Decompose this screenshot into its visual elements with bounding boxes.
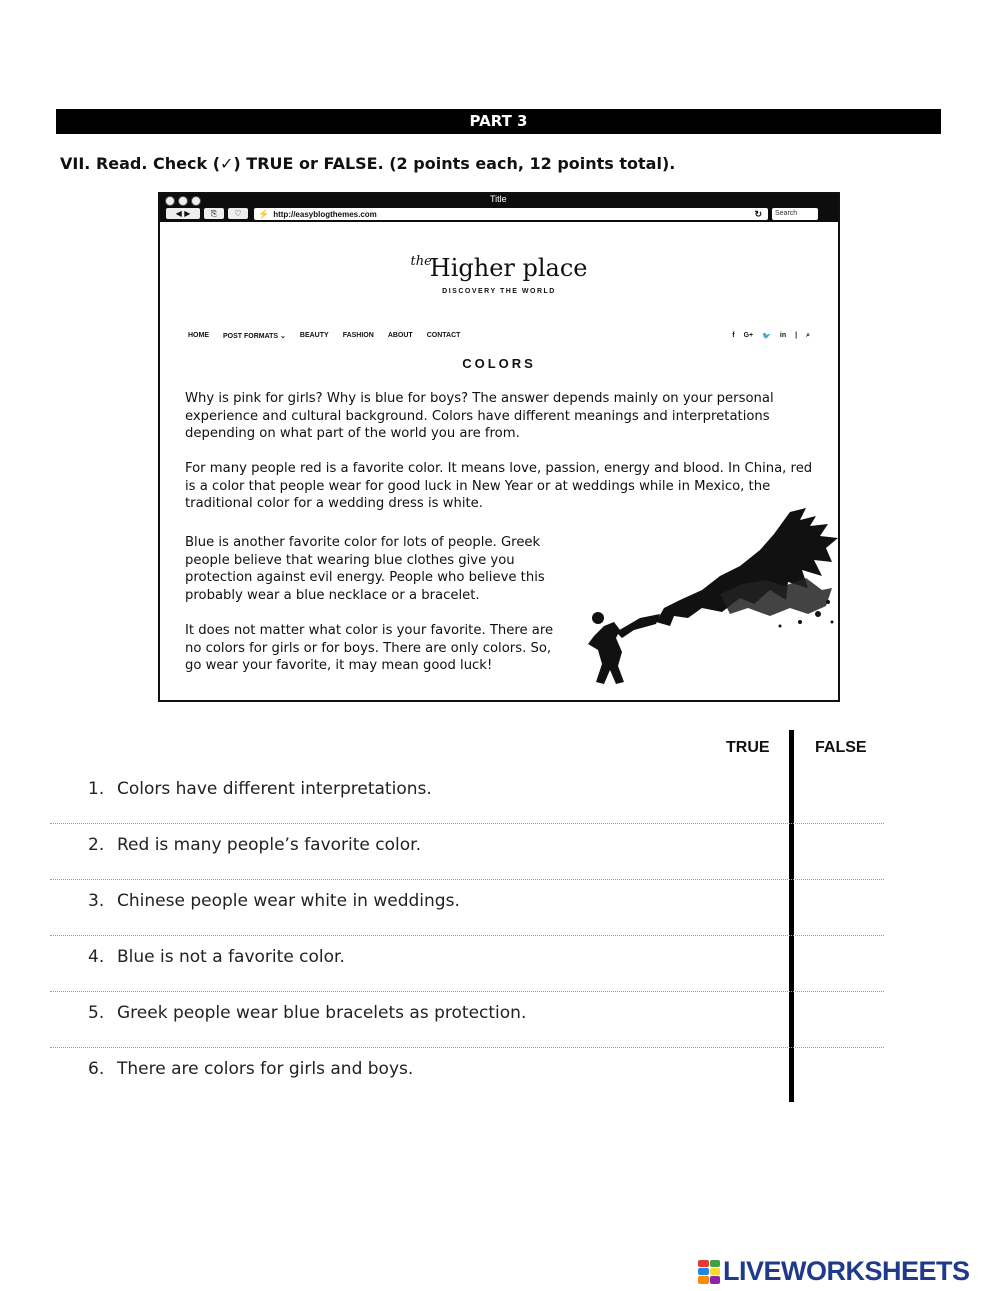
statement-number: 6. (88, 1059, 105, 1079)
bookmark-icon: ♡ (228, 208, 248, 219)
site-icon: ⚡ (258, 209, 270, 219)
browser-titlebar (160, 194, 838, 222)
cube-cell (698, 1268, 709, 1275)
part-header-bar: PART 3 (56, 109, 941, 134)
browser-search-box: Search (772, 208, 818, 220)
statement-row (50, 767, 884, 824)
statement-row (50, 991, 884, 1048)
exercise-instruction: VII. Read. Check (✓) TRUE or FALSE. (2 points each, 12 points total). (60, 154, 676, 173)
separator: | (795, 332, 798, 339)
statement-number: 4. (88, 947, 105, 967)
url-text: http://easyblogthemes.com (273, 210, 377, 219)
statement-text: There are colors for girls and boys. (117, 1059, 414, 1079)
reading-paragraph: Blue is another favorite color for lots of people. Greek people believe that wearing blue clothes give you protection against evil energy. People who believe this probably wear a blue necklace or a bracelet. (185, 535, 545, 603)
blog-logo-name: Higher place (429, 254, 588, 282)
search-icon: ⌕ (806, 332, 810, 339)
linkedin-icon: in (779, 332, 787, 339)
menu-item: BEAUTY (299, 332, 329, 339)
minimize-dot-icon (178, 196, 188, 206)
true-checkbox-cell[interactable] (730, 941, 790, 981)
window-title: Title (490, 194, 507, 204)
false-checkbox-cell[interactable] (810, 829, 870, 869)
true-checkbox-cell[interactable] (730, 829, 790, 869)
statement-text: Greek people wear blue bracelets as protection. (117, 1003, 527, 1023)
true-checkbox-cell[interactable] (730, 997, 790, 1037)
window-controls (165, 196, 201, 206)
true-checkbox-cell[interactable] (730, 773, 790, 813)
back-forward-icon: ◀ ▶ (166, 208, 200, 219)
share-icon: ⎘ (204, 208, 224, 219)
statement-text: Chinese people wear white in weddings. (117, 891, 460, 911)
false-column-header: FALSE (815, 739, 867, 756)
menu-item: HOME (188, 332, 209, 339)
blog-logo-the: the (410, 254, 432, 269)
statement-number: 3. (88, 891, 105, 911)
false-checkbox-cell[interactable] (810, 941, 870, 981)
statement-number: 1. (88, 779, 105, 799)
statement-row (50, 879, 884, 936)
cube-cell (710, 1276, 721, 1283)
true-checkbox-cell[interactable] (730, 885, 790, 925)
false-checkbox-cell[interactable] (810, 773, 870, 813)
statement-number: 5. (88, 1003, 105, 1023)
address-bar (254, 208, 768, 220)
brand-cube-icon (698, 1260, 720, 1284)
google-plus-icon: G+ (743, 332, 754, 339)
true-column-header: TRUE (726, 739, 770, 756)
close-dot-icon (165, 196, 175, 206)
brand-name: LIVEWORKSHEETS (723, 1256, 970, 1286)
false-checkbox-cell[interactable] (810, 1053, 870, 1093)
blog-tagline: DISCOVERY THE WORLD (442, 288, 556, 295)
true-checkbox-cell[interactable] (730, 1053, 790, 1093)
cube-cell (698, 1276, 709, 1283)
statement-number: 2. (88, 835, 105, 855)
cube-cell (710, 1268, 721, 1275)
statement-text: Red is many people’s favorite color. (117, 835, 421, 855)
reading-paragraph: For many people red is a favorite color. It means love, passion, energy and blood. In China, red is a color that people wear for good luck in New Year or at weddings while in Mexico, the traditional color for a wedding dress is white. (185, 461, 813, 511)
statement-row (50, 1047, 884, 1103)
facebook-icon: f (732, 332, 735, 339)
social-icons (732, 332, 810, 340)
twitter-icon: 🐦 (762, 333, 771, 340)
menu-item: ABOUT (387, 332, 413, 339)
reading-paragraph: Why is pink for girls? Why is blue for boys? The answer depends mainly on your personal experience and cultural background. Colors have different meanings and interpretations depending on what part of the world you are from. (185, 391, 774, 441)
statement-text: Blue is not a favorite color. (117, 947, 345, 967)
cube-cell (710, 1260, 721, 1267)
reload-icon: ↻ (754, 209, 762, 219)
footer-fineprint: · · · · · · · · · · · · · · · · · · · · (410, 698, 448, 702)
reading-paragraph: It does not matter what color is your favorite. There are no colors for girls or for boys. There are only colors. So, go wear your favorite, it may mean good luck! (185, 623, 554, 673)
false-checkbox-cell[interactable] (810, 997, 870, 1037)
post-title: COLORS (462, 356, 536, 371)
cube-cell (698, 1260, 709, 1267)
statement-row (50, 935, 884, 992)
statement-text: Colors have different interpretations. (117, 779, 432, 799)
blog-menu (188, 332, 460, 340)
menu-item: FASHION (342, 332, 374, 339)
browser-screenshot (158, 192, 840, 702)
liveworksheets-logo (698, 1256, 970, 1287)
blog-logo (160, 254, 838, 282)
menu-item: POST FORMATS ⌄ (223, 333, 286, 340)
statement-row (50, 823, 884, 880)
ink-splash-figure-illustration (570, 504, 840, 689)
false-checkbox-cell[interactable] (810, 885, 870, 925)
zoom-dot-icon (191, 196, 201, 206)
menu-item: CONTACT (426, 332, 461, 339)
